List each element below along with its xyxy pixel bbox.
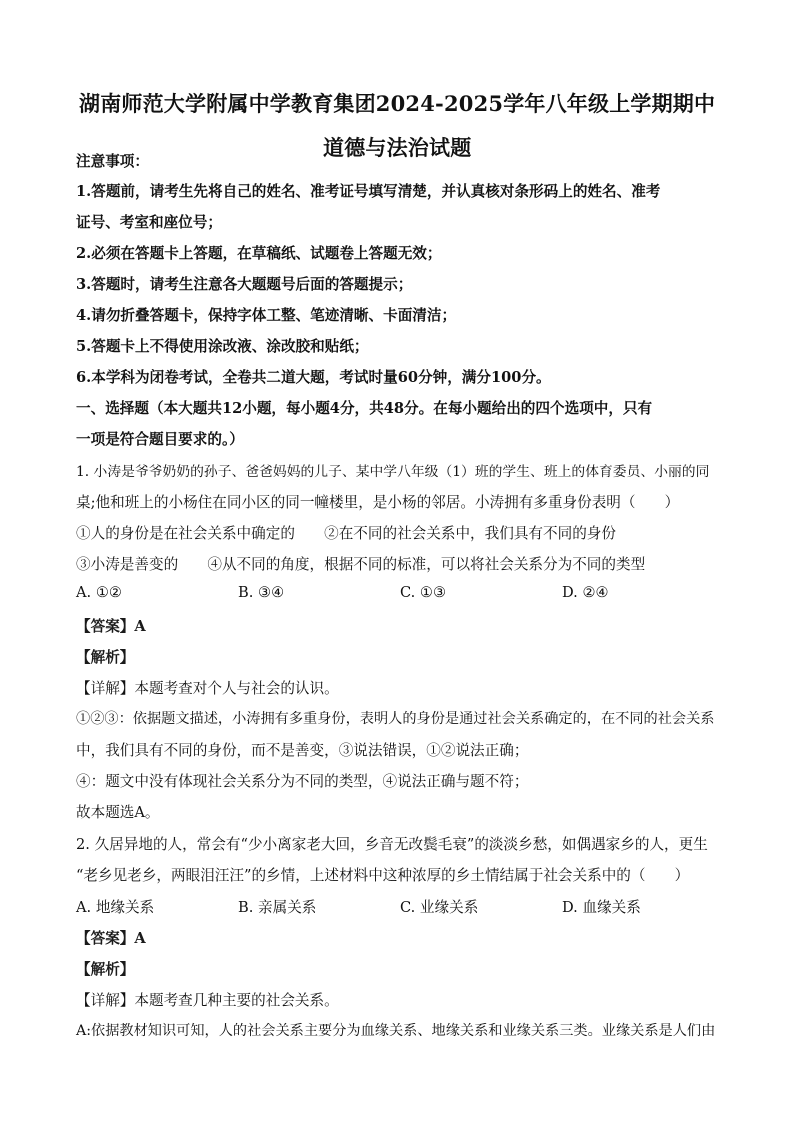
q1-detail: 【详解】本题考查对个人与社会的认识。 <box>76 680 339 697</box>
q1-option-c: C. ①③ <box>400 584 447 601</box>
title-line-2: 道德与法治试题 <box>323 135 472 160</box>
q2-answer: 【答案】A <box>76 930 146 947</box>
q1-stem-line-2: 桌;他和班上的小杨住在同小区的同一幢楼里，是小杨的邻居。小涛拥有多重身份表明（ ） <box>76 494 680 511</box>
q2-detail: 【详解】本题考查几种主要的社会关系。 <box>76 992 339 1009</box>
q1-analysis-label: 【解析】 <box>76 649 135 666</box>
q1-option-b: B. ③④ <box>238 584 285 601</box>
q2-option-d: D. 血缘关系 <box>562 899 641 916</box>
notice-heading: 注意事项： <box>76 153 149 170</box>
section-1-heading-line-1: 一、选择题（本大题共12小题，每小题4分，共48分。在每小题给出的四个选项中，只有 <box>76 400 653 417</box>
notice-item-4: 4.请勿折叠答题卡，保持字体工整、笔迹清晰、卡面清洁； <box>76 307 457 324</box>
q1-statements-line-1: ①人的身份是在社会关系中确定的 ②在不同的社会关系中，我们具有不同的身份 <box>76 525 616 542</box>
q2-analysis-label: 【解析】 <box>76 961 135 978</box>
q1-option-d: D. ②④ <box>562 584 609 601</box>
q1-conclusion: 故本题选A。 <box>76 804 160 821</box>
title-line-1: 湖南师范大学附属中学教育集团2024-2025学年八年级上学期期中 <box>79 91 716 116</box>
notice-item-1-line-1: 1.答题前，请考生先将自己的姓名、准考证号填写清楚，并认真核对条形码上的姓名、准考 <box>76 183 661 200</box>
q1-explanation-2: ④：题文中没有体现社会关系分为不同的类型，④说法正确与题不符； <box>76 773 529 790</box>
q2-option-a: A. 地缘关系 <box>76 899 155 916</box>
q1-statements-line-2: ③小涛是善变的 ④从不同的角度，根据不同的标准，可以将社会关系分为不同的类型 <box>76 556 646 573</box>
notice-item-1-line-2: 证号、考室和座位号； <box>76 214 222 231</box>
q1-stem-line-1: 1. 小涛是爷爷奶奶的孙子、爸爸妈妈的儿子、某中学八年级（1）班的学生、班上的体育委员、小丽的同 <box>76 464 710 480</box>
notice-item-2: 2.必须在答题卡上答题，在草稿纸、试题卷上答题无效； <box>76 245 442 262</box>
q1-explanation-1-line-1: ①②③：依据题文描述，小涛拥有多重身份，表明人的身份是通过社会关系确定的，在不同的社会关系 <box>76 711 715 727</box>
section-1-heading-line-2: 一项是符合题目要求的。） <box>76 431 244 448</box>
q2-explanation-1: A:依据教材知识可知，人的社会关系主要分为血缘关系、地缘关系和业缘关系三类。业缘关系是人们由 <box>76 1023 716 1039</box>
notice-item-6: 6.本学科为闭卷考试，全卷共二道大题，考试时量60分钟，满分100分。 <box>76 369 551 386</box>
q2-option-b: B. 亲属关系 <box>238 899 317 916</box>
q1-option-a: A. ①② <box>76 584 122 601</box>
q1-explanation-1-line-2: 中，我们具有不同的身份，而不是善变，③说法错误，①②说法正确； <box>76 742 529 759</box>
notice-item-3: 3.答题时，请考生注意各大题题号后面的答题提示； <box>76 276 413 293</box>
q2-stem-line-2: “老乡见老乡，两眼泪汪汪”的乡情，上述材料中这种浓厚的乡土情结属于社会关系中的（ ） <box>76 867 690 884</box>
q1-answer: 【答案】A <box>76 618 146 635</box>
notice-item-5: 5.答题卡上不得使用涂改液、涂改胶和贴纸； <box>76 338 369 355</box>
q2-option-c: C. 业缘关系 <box>400 899 479 916</box>
q2-stem-line-1: 2. 久居异地的人，常会有“少小离家老大回，乡音无改鬓毛衰”的淡淡乡愁，如偶遇家乡的人，更生 <box>76 836 708 853</box>
